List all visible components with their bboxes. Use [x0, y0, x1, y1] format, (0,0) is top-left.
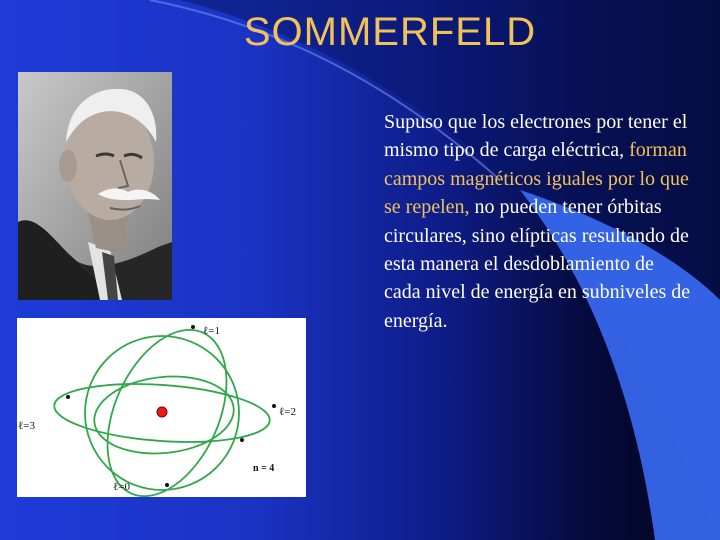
label-l2: ℓ=2 — [279, 406, 296, 418]
label-l1: ℓ=1 — [203, 325, 220, 337]
body-text-part1: Supuso que los electrones por tener el mismo tipo de carga eléctrica, — [384, 111, 688, 162]
orbit-ellipse-l1 — [84, 318, 251, 497]
electron-dot — [165, 483, 169, 487]
sommerfeld-portrait — [18, 72, 172, 300]
nucleus — [157, 407, 167, 417]
body-text-part2: no pueden tener órbitas circulares, sino elípticas resultando de esta manera el desdoblamiento de cada nivel de energía en subniveles de energía. — [384, 196, 691, 332]
label-l0: ℓ=0 — [113, 481, 130, 493]
label-l3: ℓ=3 — [18, 420, 35, 432]
body-text-highlight: forman campos magnéticos iguales por lo que se repelen, — [384, 139, 689, 219]
electron-dot — [66, 395, 70, 399]
sommerfeld-orbits-diagram — [17, 318, 306, 497]
electron-dot — [191, 325, 195, 329]
electron-dot — [240, 438, 244, 442]
electron-dot — [272, 404, 276, 408]
label-n: n = 4 — [253, 463, 275, 474]
slide-body-text — [384, 108, 694, 335]
slide-title: SOMMERFELD — [243, 10, 537, 54]
